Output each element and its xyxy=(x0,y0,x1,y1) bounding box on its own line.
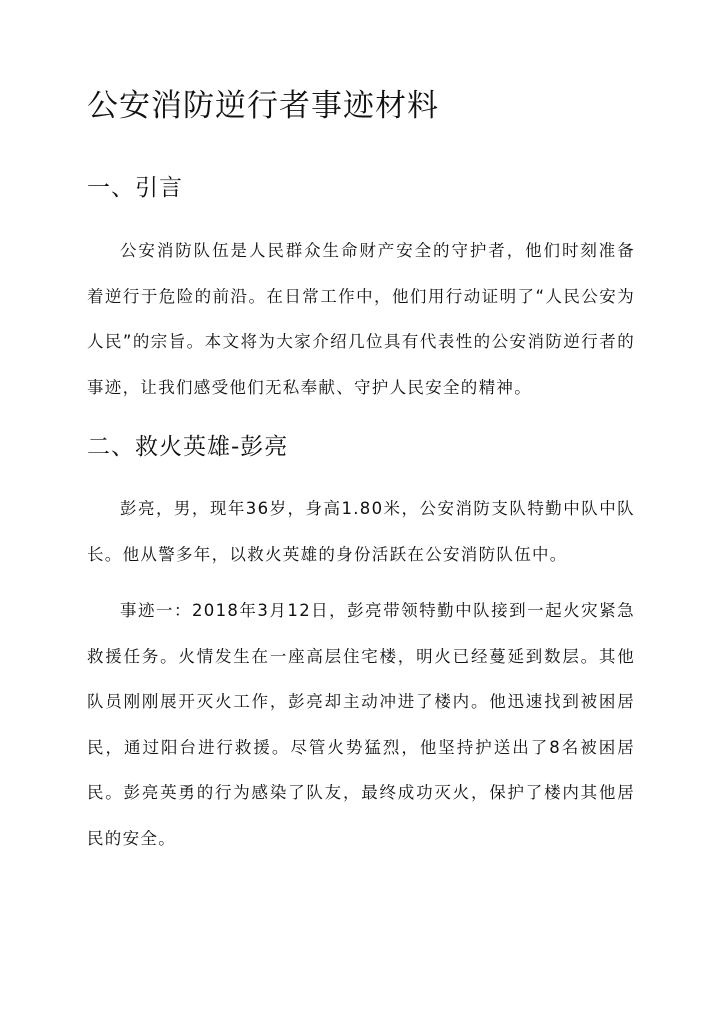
introduction-paragraph: 公安消防队伍是人民群众生命财产安全的守护者，他们时刻准备着逆行于危险的前沿。在日常工作中，他们用行动证明了“人民公安为人民”的宗旨。本文将为大家介绍几位具有代表性的公安消防逆行者的事迹，让我们感受他们无私奉献、守护人民安全的精神。 xyxy=(87,241,635,397)
fire-hero-profile-paragraph: 彭亮，男，现年36岁，身高1.80米，公安消防支队特勤中队中队长。他从警多年，以救火英雄的身份活跃在公安消防队伍中。 xyxy=(87,499,635,564)
section-heading-introduction: 一、引言 xyxy=(87,175,183,201)
document-title: 公安消防逆行者事迹材料 xyxy=(87,88,439,124)
fire-hero-deed-paragraph: 事迹一：2018年3月12日，彭亮带领特勤中队接到一起火灾紧急救援任务。火情发生在一座高层住宅楼，明火已经蔓延到数层。其他队员刚刚展开灭火工作，彭亮却主动冲进了楼内。他迅速找到被困居民，通过阳台进行救援。尽管火势猛烈，他坚持护送出了8名被困居民。彭亮英勇的行为感染了队友，最终成功灭火，保护了楼内其他居民的安全。 xyxy=(87,601,635,848)
section-heading-fire-hero: 二、救火英雄-彭亮 xyxy=(87,434,289,460)
